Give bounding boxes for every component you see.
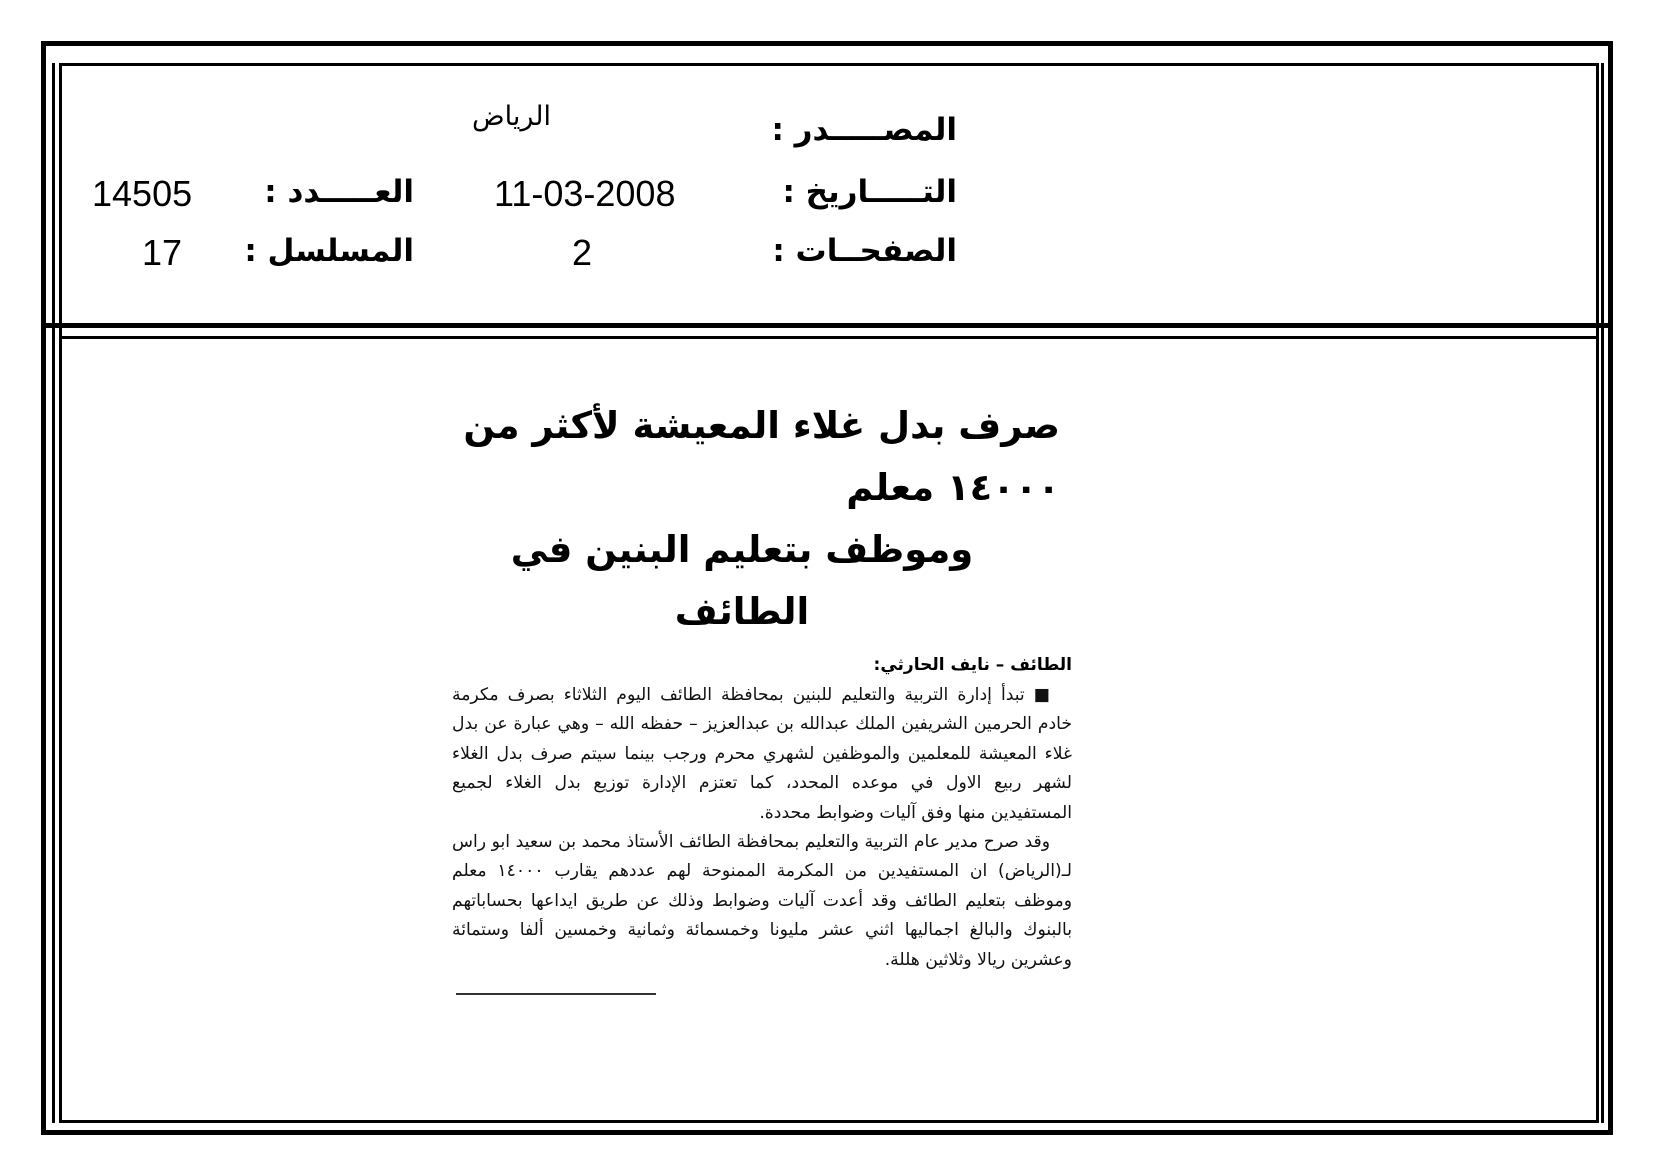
- source-label: المصـــــدر :: [771, 112, 957, 148]
- article-clipping: [452, 395, 1072, 1010]
- article-byline: الطائف – نايف الحارثي:: [873, 655, 1072, 675]
- issue-value: 14505: [92, 173, 193, 214]
- headline-line-2: وموظف بتعليم البنين في الطائف: [510, 528, 974, 633]
- headline-line-1: صرف بدل غلاء المعيشة لأكثر من ١٤٠٠٠ معلم: [463, 404, 1060, 509]
- source-value: الرياض: [472, 101, 552, 132]
- frame-rule-left: [52, 63, 55, 1123]
- article-paragraph-1: ■ تبدأ إدارة التربية والتعليم للبنين بمحافظة الطائف اليوم الثلاثاء بصرف مكرمة خادم الحرمين الشريفين الملك عبدالله بن عبدالعزيز – حفظه الله – وهي عبارة عن بدل غلاء المعيشة للمعلمين والموظفين لشهري محرم ورجب بينما سيتم صرف بدل الغلاء لشهر ربيع الاول في موعده المحدد، كما تعتزم الإدارة توزيع بدل الغلاء لجميع المستفيدين منها وفق آليات وضوابط محددة.: [452, 685, 1072, 823]
- serial-label: المسلسل :: [244, 233, 414, 269]
- article-paragraph-2: وقد صرح مدير عام التربية والتعليم بمحافظة الطائف الأستاذ محمد بن سعيد ابو راس لـ(الرياض) ان المستفيدين من المكرمة الممنوحة لهم عددهم يقارب ١٤٠٠٠ معلم وموظف بتعليم الطائف وقد أعدت آليات وضوابط وذلك عن طريق ايداعها بحساباتهم بالبنوك والبالغ اجماليها اثني عشر مليونا وخمسمائة وثمانية وخمسين ألفا وستمائة وعشرين ريالا وثلاثين هللة.: [452, 832, 1072, 970]
- pages-label: الصفحــات :: [772, 233, 957, 269]
- issue-label: العـــــدد :: [264, 174, 414, 210]
- header-divider: [41, 323, 1613, 328]
- article-headline: [452, 395, 1072, 643]
- frame-rule-right: [1601, 63, 1604, 1123]
- date-label: التـــــاريخ :: [782, 174, 957, 210]
- article-body: [452, 681, 1072, 975]
- header-divider-inner: [59, 336, 1599, 339]
- article-end-rule: [456, 993, 656, 995]
- pages-value: 2: [572, 232, 593, 273]
- date-value: 11-03-2008: [494, 173, 676, 214]
- serial-value: 17: [142, 232, 183, 273]
